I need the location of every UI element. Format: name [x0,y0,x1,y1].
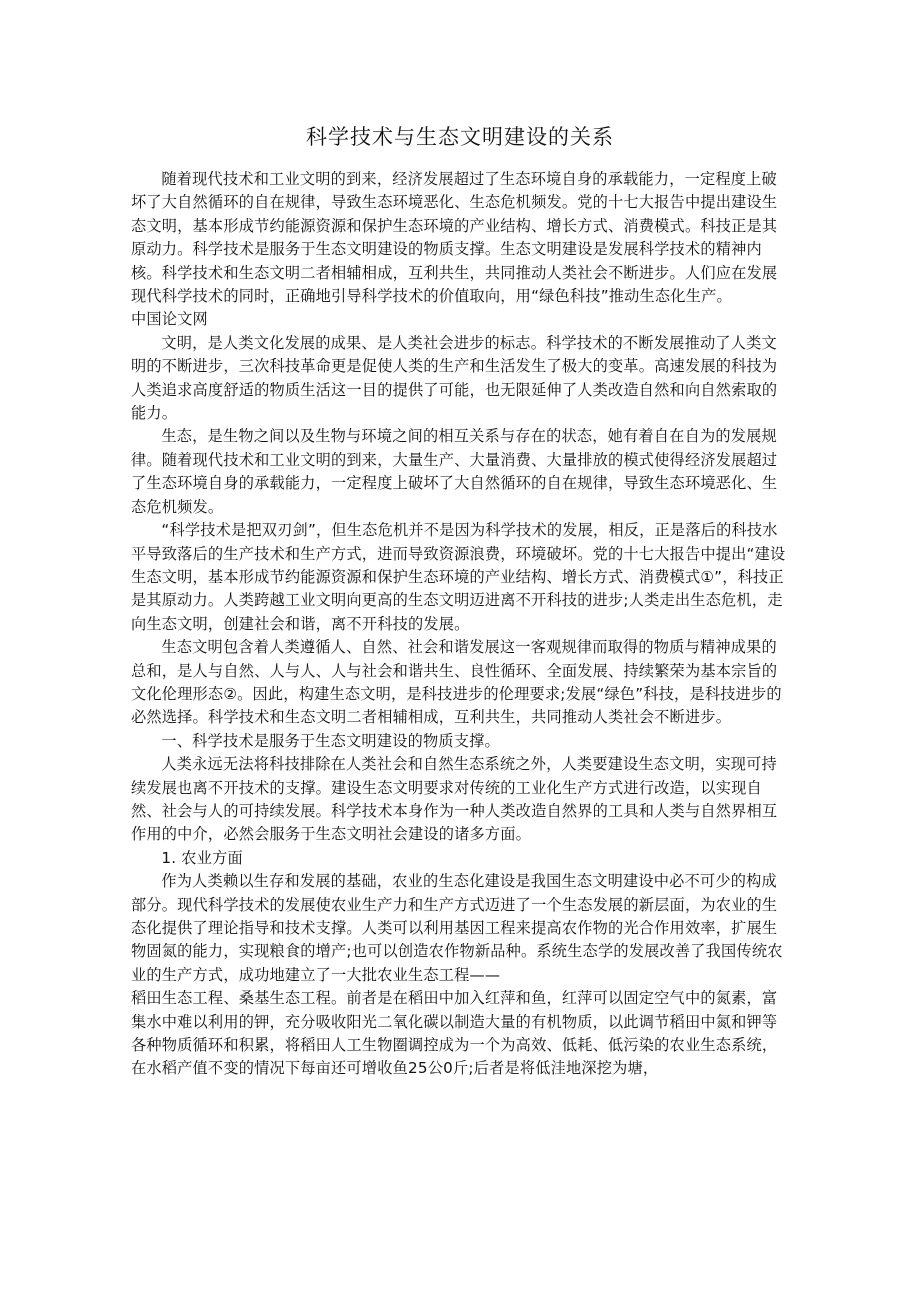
paragraph-civilization: 文明，是人类文化发展的成果、是人类社会进步的标志。科学技术的不断发展推动了人类文明的不断进步，三次科技革命更是促使人类的生产和生活发生了极大的变革。高速发展的科技为人类追求高度舒适的物质生活这一目的提供了可能，也无限延伸了人类改造自然和向自然索取的能力。 [131,333,778,423]
paragraph-agriculture: 作为人类赖以生存和发展的基础，农业的生态化建设是我国生态文明建设中必不可少的构成部分。现代科学技术的发展使农业生产力和生产方式迈进了一个生态发展的新层面，为农业的生态化提供了理论指导和技术支撑。人类可以利用基因工程来提高农作物的光合作用效率，扩展生物固氮的能力，实现粮食的增产;也可以创造农作物新品种。系统生态学的发展改善了我国传统农业的生产方式，成功地建立了一大批农业生态工程—— [131,872,783,984]
paragraph-intro: 随着现代技术和工业文明的到来，经济发展超过了生态环境自身的承载能力，一定程度上破坏了大自然循环的自在规律，导致生态环境恶化、生态危机频发。党的十七大报告中提出建设生态文明，基本形成节约能源资源和保护生态环境的产业结构、增长方式、消费模式。科技正是其原动力。科学技术是服务于生态文明建设的物质支撑。生态文明建设是发展科学技术的精神内核。科学技术和生态文明二者相辅相成，互利共生，共同推动人类社会不断进步。人们应在发展现代科学技术的同时，正确地引导科学技术的价值取向，用“绿色科技”推动生态化生产。 [131,170,778,306]
page-title: 科学技术与生态文明建设的关系 [306,125,614,149]
paragraph-ecology: 生态，是生物之间以及生物与环境之间的相互关系与存在的状态，她有着自在自为的发展规律。随着现代技术和工业文明的到来，大量生产、大量消费、大量排放的模式使得经济发展超过了生态环境自身的承载能力，一定程度上破坏了大自然循环的自在规律，导致生态环境恶化、生态危机频发。 [131,427,778,516]
paragraph-double-edged-sword: “科学技术是把双刃剑”，但生态危机并不是因为科学技术的发展，相反，正是落后的科技水平导致落后的生产技术和生产方式，进而导致资源浪费，环境破坏。党的十七大报告中提出“建设生态文明，基本形成节约能源资源和保护生态环境的产业结构、增长方式、消费模式①”，科技正是其原动力。人类跨越工业文明向更高的生态文明迈进离不开科技的进步;人类走出生态危机，走向生态文明，创建社会和谐，离不开科技的发展。 [131,521,786,633]
paragraph-eco-engineering: 稻田生态工程、桑基生态工程。前者是在稻田中加入红萍和鱼，红萍可以固定空气中的氮素，富集水中难以利用的钾，充分吸收阳光二氧化碳以制造大量的有机物质，以此调节稻田中氮和钾等各种物质循环和积累，将稻田人工生物圈调控成为一个为高效、低耗、低污染的农业生态系统，在水稻产值不变的情况下每亩还可增收鱼25公0斤;后者是将低洼地深挖为塘， [131,989,778,1078]
paragraph-eco-civilization: 生态文明包含着人类遵循人、自然、社会和谐发展这一客观规律而取得的物质与精神成果的总和，是人与自然、人与人、人与社会和谐共生、良性循环、全面发展、持续繁荣为基本宗旨的文化伦理形态②。因此，构建生态文明，是科技进步的伦理要求;发展“绿色”科技，是科技进步的必然选择。科学技术和生态文明二者相辅相成，互利共生，共同推动人类社会不断进步。 [131,638,782,727]
subsection-heading-agriculture: 1. 农业方面 [161,848,243,867]
paragraph-tech-support: 人类永远无法将科技排除在人类社会和自然生态系统之外，人类要建设生态文明，实现可持续发展也离不开技术的支撑。建设生态文明要求对传统的工业化生产方式进行改造，以实现自然、社会与人的可持续发展。科学技术本身作为一种人类改造自然界的工具和人类与自然界相互作用的中介，必然会服务于生态文明社会建设的诸多方面。 [131,755,778,844]
source-label: 中国论文网 [131,310,208,329]
section-heading-1: 一、科学技术是服务于生态文明建设的物质支撑。 [161,731,500,750]
document-body [131,168,791,1081]
